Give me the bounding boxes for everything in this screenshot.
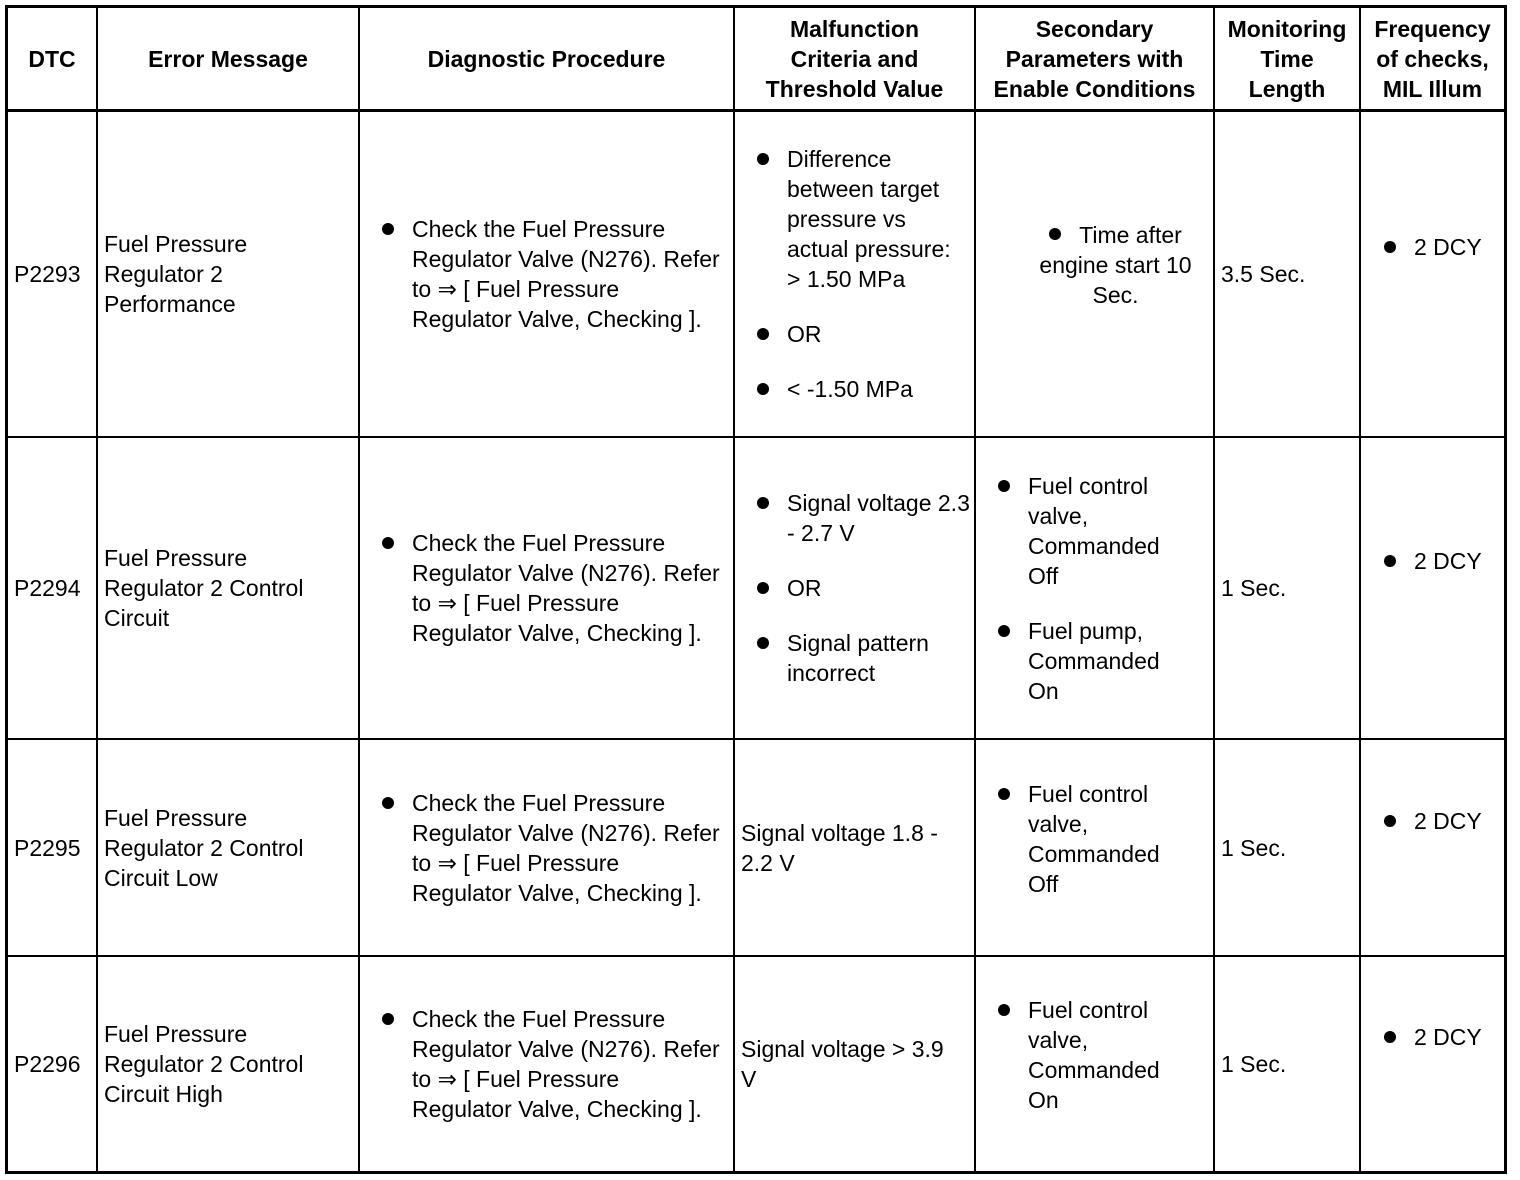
error-message: Fuel Pressure Regulator 2 Control Circuit Low (104, 804, 304, 891)
secondary-bullet: Fuel control valve, Commanded Off (996, 471, 1179, 591)
column-divider (1359, 8, 1361, 1171)
criteria-bullet: OR (755, 573, 970, 603)
header-diagnostic-procedure: Diagnostic Procedure (427, 45, 666, 72)
frequency (1382, 957, 1504, 1171)
frequency-bullet: 2 DCY (1382, 806, 1482, 836)
dtc-code: P2294 (14, 575, 81, 601)
procedure-bullet: Check the Fuel Pressure Regulator Valve (N276). Refer to ⇒ [ Fuel Pressure Regulator Valve, Checking ]. (380, 788, 725, 908)
diagnostic-procedure (380, 112, 733, 436)
frequency (1382, 438, 1504, 738)
criteria-bullet: Signal voltage 2.3 - 2.7 V (755, 488, 970, 548)
monitoring-time: 3.5 Sec. (1221, 261, 1306, 287)
frequency-bullet: 2 DCY (1382, 232, 1482, 262)
dtc-table (5, 5, 1507, 1174)
column-divider (358, 8, 360, 1171)
header-frequency: Frequency of checks, MIL Illum (1374, 15, 1491, 102)
bullet-icon (1049, 228, 1061, 240)
secondary-bullet: Fuel pump, Commanded On (996, 616, 1179, 706)
dtc-code: P2293 (14, 261, 81, 287)
column-divider (974, 8, 976, 1171)
frequency-bullet: 2 DCY (1382, 1022, 1482, 1052)
diagnostic-procedure (380, 740, 733, 955)
procedure-bullet: Check the Fuel Pressure Regulator Valve (N276). Refer to ⇒ [ Fuel Pressure Regulator Valve, Checking ]. (380, 1004, 725, 1124)
secondary-parameters (996, 740, 1213, 955)
secondary-bullet: Fuel control valve, Commanded On (996, 995, 1179, 1115)
column-divider (96, 8, 98, 1171)
monitoring-time: 1 Sec. (1221, 575, 1287, 601)
criteria-bullet: Signal pattern incorrect (755, 628, 970, 688)
malfunction-criteria (755, 112, 974, 436)
secondary-parameters (1018, 112, 1213, 436)
diagnostic-procedure (380, 438, 733, 738)
malfunction-criteria: Signal voltage > 3.9 V (741, 1036, 944, 1092)
dtc-code: P2295 (14, 834, 81, 861)
header-dtc: DTC (28, 45, 76, 72)
error-message: Fuel Pressure Regulator 2 Control Circuit (104, 545, 304, 631)
procedure-bullet: Check the Fuel Pressure Regulator Valve (N276). Refer to ⇒ [ Fuel Pressure Regulator Valve, Checking ]. (380, 528, 725, 648)
frequency-bullet: 2 DCY (1382, 546, 1482, 576)
column-divider (1213, 8, 1215, 1171)
error-message: Fuel Pressure Regulator 2 Control Circuit High (104, 1021, 304, 1107)
header-secondary-parameters: Secondary Parameters with Enable Conditions (993, 15, 1196, 102)
criteria-bullet: Difference between target pressure vs actual pressure: > 1.50 MPa (755, 144, 970, 294)
malfunction-criteria: Signal voltage 1.8 - 2.2 V (741, 819, 938, 876)
frequency (1382, 740, 1504, 955)
error-message: Fuel Pressure Regulator 2 Performance (104, 231, 248, 317)
criteria-bullet: OR (755, 319, 970, 349)
secondary-bullet: Fuel control valve, Commanded Off (996, 779, 1179, 899)
column-divider (733, 8, 735, 1171)
malfunction-criteria (755, 438, 974, 738)
header-malfunction-criteria: Malfunction Criteria and Threshold Value (765, 15, 944, 102)
dtc-code: P2296 (14, 1051, 81, 1077)
secondary-text: Time after engine start 10 Sec. (1039, 222, 1192, 308)
header-error-message: Error Message (148, 45, 308, 72)
diagnostic-procedure (380, 957, 733, 1171)
secondary-parameters (996, 957, 1213, 1171)
monitoring-time: 1 Sec. (1221, 1051, 1287, 1077)
monitoring-time: 1 Sec. (1221, 834, 1287, 861)
header-monitoring-time: Monitoring Time Length (1227, 15, 1347, 102)
criteria-bullet: < -1.50 MPa (755, 374, 970, 404)
frequency (1382, 112, 1504, 436)
procedure-bullet: Check the Fuel Pressure Regulator Valve (N276). Refer to ⇒ [ Fuel Pressure Regulator Valve, Checking ]. (380, 214, 725, 334)
secondary-parameters (996, 438, 1213, 738)
